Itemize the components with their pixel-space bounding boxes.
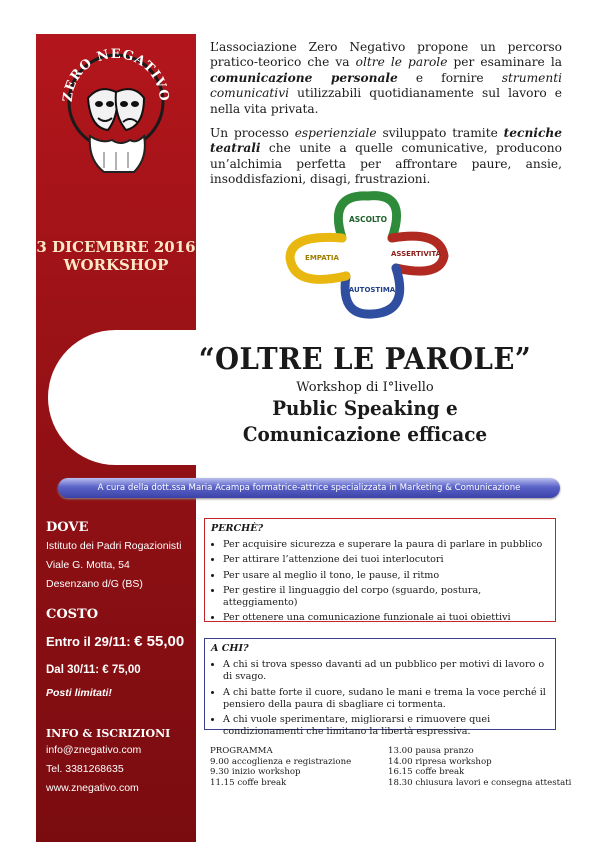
- address-line-1: Istituto dei Padri Rogazionisti: [46, 540, 182, 552]
- late-price: Dal 30/11: € 75,00: [46, 664, 141, 676]
- schedule-item: 9.30 inizio workshop: [210, 767, 301, 778]
- achi-box: [204, 638, 556, 738]
- intro-text-run: esperienziale: [294, 126, 377, 141]
- perche-box: [204, 518, 556, 622]
- list-item: • A chi si trova spesso davanti ad un pubblico per motivi di lavoro o di svago.: [223, 659, 549, 683]
- early-price-label: Entro il 29/11:: [46, 634, 135, 649]
- programma-right: [388, 746, 571, 788]
- perche-list: [211, 539, 549, 624]
- intro-text-run: che unite a quelle comunicative, producono un’alchimia perfetta per affrontare paure, ansie, insoddisfazioni, disagi, frustrazioni.: [210, 141, 562, 187]
- intro-paragraph-1: [210, 40, 562, 117]
- intro-text-run: tecniche teatrali: [210, 126, 563, 156]
- early-price-amount: € 55,00: [134, 633, 185, 650]
- skills-clover-diagram: [280, 186, 450, 324]
- early-price: [46, 633, 184, 650]
- programma-left: [210, 746, 351, 788]
- achi-list: [211, 659, 549, 738]
- intro-text-run: per esaminare la: [447, 55, 563, 70]
- schedule-item: 13.00 pausa pranzo: [388, 746, 474, 756]
- info-heading: INFO & ISCRIZIONI: [46, 727, 171, 740]
- list-item: • A chi vuole sperimentare, migliorarsi e rimuovere quei condizionamenti che limitano la libertà espressiva.: [223, 714, 549, 738]
- contact-phone: Tel. 3381268635: [46, 763, 124, 775]
- intro-text-run: comunicazione personale: [210, 70, 398, 85]
- list-item: • Per usare al meglio il tono, le pause, il ritmo: [223, 570, 549, 582]
- credit-bar: A cura della dott.ssa Maria Acampa formatrice-attrice specializzata in Marketing & Comunicazione: [58, 478, 560, 498]
- subtitle-public-speaking: Public Speaking e: [272, 396, 458, 420]
- programma-heading: PROGRAMMA: [210, 746, 273, 756]
- logo-text: ZERO NEGATIVO: [60, 46, 172, 103]
- limited-seats: Posti limitati!: [46, 687, 112, 699]
- intro-text-run: Un processo: [210, 126, 295, 141]
- intro-text-run: L’associazione Zero Negativo propone un percorso pratico-teorico che va: [210, 40, 562, 70]
- intro-text: [210, 40, 562, 197]
- intro-text-run: strumenti comunicativi: [210, 70, 563, 101]
- clover-label-ascolto: ASCOLTO: [348, 215, 388, 224]
- intro-paragraph-2: [210, 126, 562, 188]
- list-item: • Per attirare l’attenzione dei tuoi interlocutori: [223, 554, 549, 566]
- workshop-title-block: [160, 342, 570, 447]
- intro-text-run: sviluppato tramite: [376, 126, 504, 141]
- event-date: 3 DICEMBRE 2016: [36, 238, 196, 256]
- event-date-block: [36, 238, 196, 274]
- address-line-2: Viale G. Motta, 54: [46, 559, 130, 571]
- address-line-3: Desenzano d/G (BS): [46, 578, 143, 590]
- zero-negativo-logo: [60, 40, 172, 180]
- clover-label-empatia: EMPATIA: [305, 254, 339, 262]
- theatre-masks-icon: [88, 89, 144, 130]
- costo-heading: COSTO: [46, 607, 99, 622]
- schedule-item: 11.15 coffe break: [210, 777, 287, 788]
- schedule-item: 9.00 accoglienza e registrazione: [210, 756, 352, 767]
- perche-heading: PERCHÈ?: [211, 523, 264, 534]
- achi-heading: A CHI?: [211, 643, 249, 654]
- dove-heading: DOVE: [46, 520, 89, 535]
- subtitle-comunicazione: Comunicazione efficace: [242, 422, 488, 446]
- schedule-item: 14.00 ripresa workshop: [388, 756, 492, 767]
- list-item: • Per gestire il linguaggio del corpo (sguardo, postura, atteggiamento): [223, 585, 549, 609]
- clover-label-assertivita: ASSERTIVITÀ: [390, 250, 442, 258]
- intro-text-run: e fornire: [397, 70, 502, 85]
- workshop-level: Workshop di I°livello: [296, 380, 434, 395]
- clover-label-autostima: AUTOSTIMA: [348, 286, 396, 294]
- list-item: • A chi batte forte il cuore, sudano le mani e trema la voce perché il pensiero della paura di sbagliare ci tormenta.: [223, 687, 549, 711]
- list-item: • Per acquisire sicurezza e superare la paura di parlare in pubblico: [223, 539, 549, 551]
- main-title: “OLTRE LE PAROLE”: [198, 342, 532, 377]
- contact-website[interactable]: www.znegativo.com: [46, 782, 139, 794]
- intro-text-run: utilizzabili quotidianamente sul lavoro e nella vita privata.: [210, 86, 562, 116]
- schedule-item: 18.30 chiusura lavori e consegna attestati: [388, 777, 572, 788]
- schedule-item: 16.15 coffe break: [388, 767, 465, 778]
- event-type: WORKSHOP: [63, 256, 169, 274]
- hand-icon: [90, 136, 145, 172]
- list-item: • Per ottenere una comunicazione funzionale ai tuoi obiettivi: [223, 612, 549, 624]
- contact-email[interactable]: info@znegativo.com: [46, 744, 142, 756]
- intro-text-run: oltre le parole: [355, 55, 448, 70]
